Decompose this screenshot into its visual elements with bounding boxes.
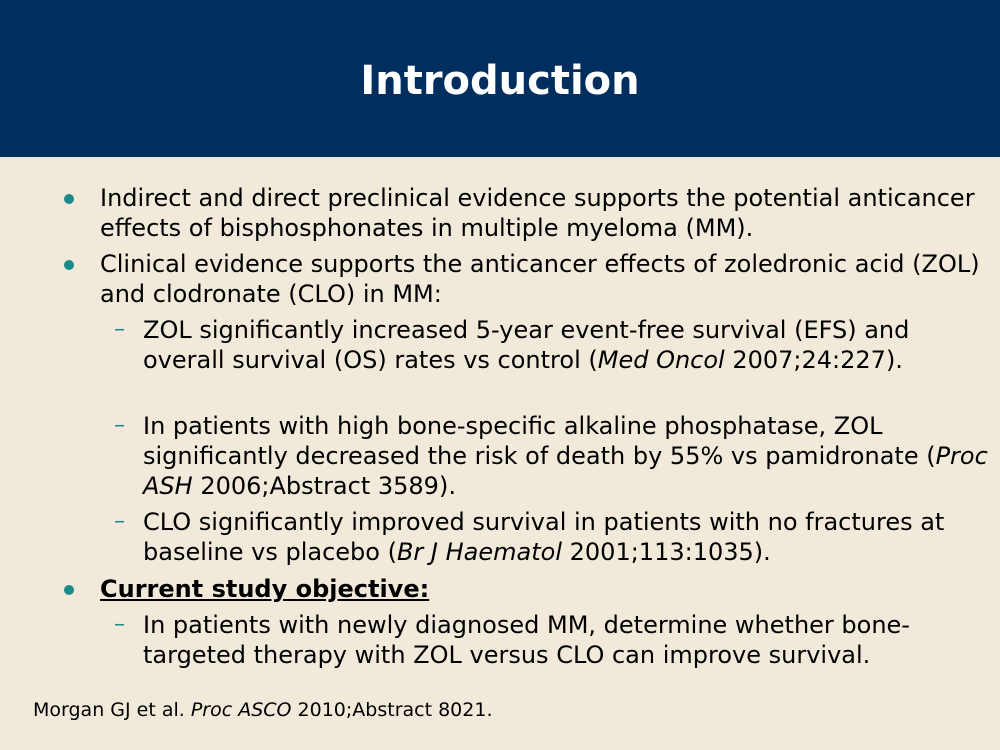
bullet-dot-icon [64, 260, 74, 270]
sub-bullet-text: ZOL significantly increased 5-year event-free survival (EFS) and overall survival (OS) rates vs control ( [143, 316, 910, 374]
sub-bullet-text: CLO significantly improved survival in patients with no fractures at baseline vs placebo ( [143, 508, 945, 566]
bullet-preclinical-evidence: Indirect and direct preclinical evidence supports the potential anticancer effects of bisphosphonates in multiple myeloma (MM). [100, 184, 975, 242]
citation-details: 2007;24:227). [724, 346, 903, 374]
sub-bullet-text: In patients with high bone-specific alkaline phosphatase, ZOL significantly decreased the risk of death by 55% vs pamidronate ( [143, 412, 936, 470]
sub-bullet-zol-alkaline-phosphatase [143, 411, 988, 501]
slide-title: Introduction [360, 58, 640, 104]
bullet-dot-icon [64, 585, 74, 595]
reference-details: 2010;Abstract 8021. [291, 699, 493, 721]
journal-citation: Proc ASH [143, 442, 988, 500]
citation-details: 2001;113:1035). [562, 538, 771, 566]
sub-bullet-objective-detail: In patients with newly diagnosed MM, determine whether bone-targeted therapy with ZOL versus CLO can improve survival. [143, 611, 910, 669]
objective-heading: Current study objective: [100, 575, 430, 603]
citation-details: 2006;Abstract 3589). [192, 472, 456, 500]
dash-icon: – [114, 509, 125, 534]
sub-bullet-clo-survival [143, 507, 988, 567]
footer-reference [33, 697, 492, 723]
bullet-clinical-evidence: Clinical evidence supports the anticancer effects of zoledronic acid (ZOL) and clodronate (CLO) in MM: [100, 250, 980, 308]
bullet-study-objective [100, 574, 980, 604]
journal-citation: Br J Haematol [396, 538, 563, 566]
dash-icon: – [114, 413, 125, 438]
sub-bullet-zol-efs-os [143, 315, 988, 375]
bullet-dot-icon [64, 194, 74, 204]
reference-authors: Morgan GJ et al. [33, 699, 191, 721]
dash-icon: – [114, 612, 125, 637]
reference-journal: Proc ASCO [190, 699, 292, 721]
journal-citation: Med Oncol [597, 346, 725, 374]
dash-icon: – [114, 317, 125, 342]
